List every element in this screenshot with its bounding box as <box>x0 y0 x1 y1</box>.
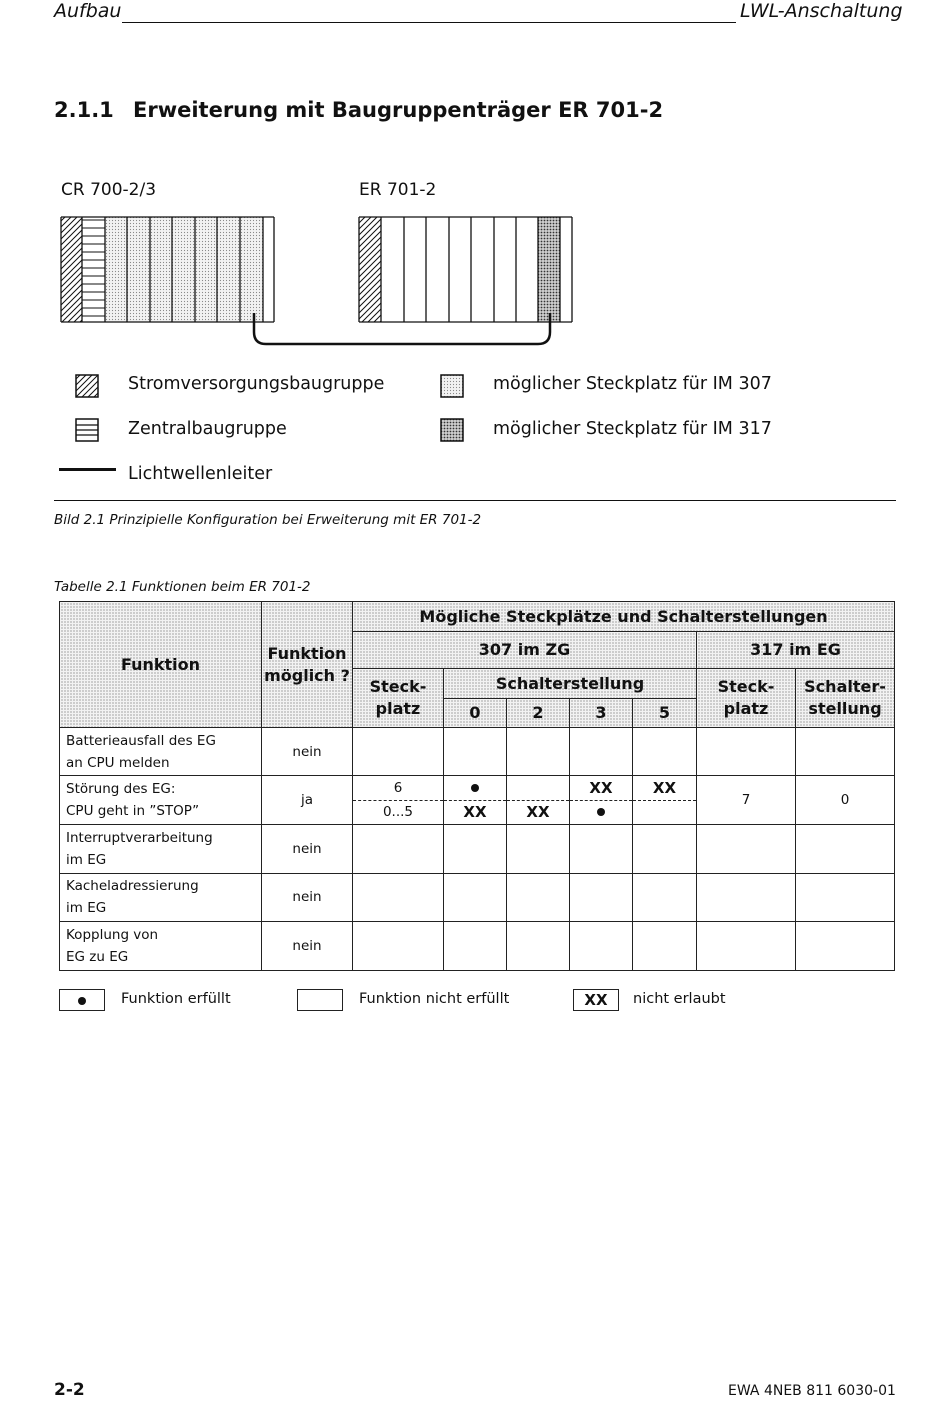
legend-fulfilled: Funktion erfüllt <box>121 991 231 1007</box>
fulfilled-dot <box>597 808 605 816</box>
power-supply-slot <box>61 217 82 322</box>
rack-er-label: ER 701-2 <box>359 180 437 200</box>
im317-slot <box>538 217 560 322</box>
rack-cr-label: CR 700-2/3 <box>61 180 157 200</box>
central-module-legend-icon <box>75 418 101 444</box>
fiber-legend-line <box>59 468 116 471</box>
rack-er <box>359 217 572 322</box>
cell-switch-5: XX <box>633 776 697 824</box>
cell-steckplatz: 6 0...5 <box>353 776 444 824</box>
table-row <box>60 873 895 921</box>
not-allowed-legend-box: XX <box>573 989 619 1011</box>
row-possible: nein <box>262 824 353 873</box>
row-possible: nein <box>262 728 353 776</box>
legend-not-allowed: nicht erlaubt <box>633 991 726 1007</box>
legend-im317: möglicher Steckplatz für IM 317 <box>493 419 772 439</box>
not-fulfilled-legend-box <box>297 989 343 1011</box>
im317-legend-icon <box>440 418 466 444</box>
table-row <box>60 776 895 824</box>
cell-switch-0: XX <box>444 776 507 824</box>
header-schalterstellung-eg: Schalter- stellung <box>796 669 895 728</box>
header-right: LWL-Anschaltung <box>740 0 903 22</box>
section-number: 2.1.1 <box>54 98 114 122</box>
fulfilled-legend-box <box>59 989 105 1011</box>
row-function: Batterieausfall des EG an CPU melden <box>60 728 262 776</box>
header-funktion: Funktion <box>60 602 262 728</box>
power-supply-legend-icon <box>75 374 101 400</box>
header-schalterstellung: Schalterstellung <box>444 669 697 699</box>
fulfilled-dot-icon <box>78 997 86 1005</box>
header-307-zg: 307 im ZG <box>353 632 697 669</box>
figure-caption: Bild 2.1 Prinzipielle Konfiguration bei Erweiterung mit ER 701-2 <box>54 512 482 528</box>
section-heading: Erweiterung mit Baugruppenträger ER 701-2 <box>133 98 664 122</box>
legend-not-fulfilled: Funktion nicht erfüllt <box>359 991 510 1007</box>
rack-cr <box>61 217 274 322</box>
figure-rule <box>54 500 896 501</box>
header-switch-5: 5 <box>633 699 697 728</box>
header-317-eg: 317 im EG <box>697 632 895 669</box>
header-switch-3: 3 <box>570 699 633 728</box>
legend-central-module: Zentralbaugruppe <box>128 419 287 439</box>
header-group: Mögliche Steckplätze und Schalterstellungen <box>353 602 895 632</box>
cell-eg-steckplatz: 7 <box>697 776 796 824</box>
header-steckplatz-eg: Steck- platz <box>697 669 796 728</box>
row-possible: nein <box>262 921 353 970</box>
row-function: Kacheladressierung im EG <box>60 873 262 921</box>
im307-legend-icon <box>440 374 466 400</box>
legend-fiber: Lichtwellenleiter <box>128 464 273 484</box>
fiber-cable <box>254 313 550 344</box>
page-number: 2-2 <box>54 1380 85 1400</box>
cpu-slot-lines <box>82 217 105 322</box>
cell-switch-3: XX <box>570 776 633 824</box>
header-steckplatz-zg: Steck- platz <box>353 669 444 728</box>
im307-slots <box>105 217 263 322</box>
legend-im307: möglicher Steckplatz für IM 307 <box>493 374 772 394</box>
function-table <box>59 601 895 971</box>
header-moeglich: Funktion möglich ? <box>262 602 353 728</box>
table-row <box>60 728 895 776</box>
row-function: Kopplung von EG zu EG <box>60 921 262 970</box>
row-possible: ja <box>262 776 353 824</box>
header-switch-2: 2 <box>507 699 570 728</box>
header-switch-0: 0 <box>444 699 507 728</box>
er-power-supply-slot <box>359 217 381 322</box>
header-left: Aufbau <box>54 0 122 22</box>
document-id: EWA 4NEB 811 6030-01 <box>728 1383 896 1399</box>
cell-eg-schalter: 0 <box>796 776 895 824</box>
row-function: Interruptverarbeitung im EG <box>60 824 262 873</box>
legend-power-supply: Stromversorgungsbaugruppe <box>128 374 385 394</box>
table-row <box>60 921 895 970</box>
fulfilled-dot <box>471 784 479 792</box>
rack-diagram <box>0 0 950 360</box>
cell-switch-2: XX <box>507 776 570 824</box>
table-row <box>60 824 895 873</box>
table-caption: Tabelle 2.1 Funktionen beim ER 701-2 <box>54 579 311 595</box>
row-function: Störung des EG: CPU geht in ”STOP” <box>60 776 262 824</box>
row-possible: nein <box>262 873 353 921</box>
